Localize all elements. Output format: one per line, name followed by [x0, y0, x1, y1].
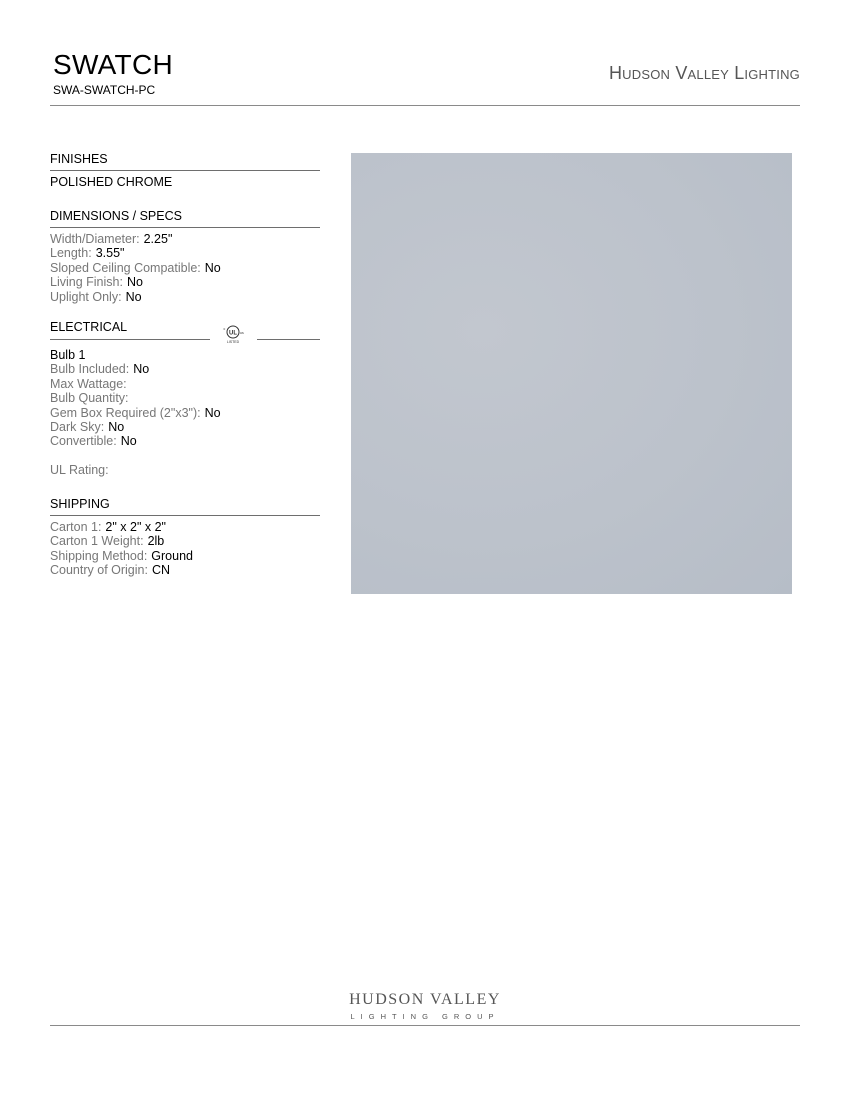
spec-label: Bulb Included: [50, 362, 130, 377]
spec-label: Width/Diameter: [50, 232, 140, 246]
spec-label: Max Wattage: [50, 376, 127, 391]
spec-label: Carton 1: [50, 519, 102, 534]
ul-rating-label: UL Rating: [50, 462, 109, 477]
spec-value: 2.25" [143, 232, 173, 246]
spec-value: 2lb [147, 534, 165, 549]
spec-row [50, 434, 320, 448]
product-title: SWATCH [53, 49, 174, 80]
spec-row [50, 534, 320, 548]
spec-value: No [204, 260, 221, 275]
brand-logo: Hudson Valley Lighting [608, 63, 800, 83]
finish-value: POLISHED CHROME [50, 175, 173, 189]
spec-value: No [126, 275, 143, 290]
product-sku: SWA-SWATCH-PC [53, 83, 156, 97]
footer-logo [0, 991, 850, 1021]
spec-label: Gem Box Required (2"x3"): [50, 405, 201, 420]
spec-row [50, 290, 320, 304]
footer-divider [50, 1025, 800, 1026]
spec-row [50, 246, 320, 260]
shipping-list [50, 520, 320, 578]
electrical-list [50, 362, 320, 448]
spec-label: Convertible: [50, 434, 117, 449]
header-divider [50, 105, 800, 106]
shipping-heading: SHIPPING [50, 497, 320, 516]
spec-column [50, 152, 320, 578]
spec-row [50, 391, 320, 405]
spec-label: Length: [50, 246, 92, 261]
spec-row [50, 549, 320, 563]
spec-label: Sloped Ceiling Compatible: [50, 260, 201, 275]
spec-row [50, 232, 320, 246]
spec-row [50, 563, 320, 577]
spec-value: No [108, 420, 125, 435]
spec-row [50, 377, 320, 391]
bulb-title: Bulb 1 [50, 348, 86, 363]
spec-value: No [133, 362, 150, 377]
spec-value: No [120, 434, 137, 449]
spec-label: Carton 1 Weight: [50, 534, 144, 549]
finishes-heading: FINISHES [50, 152, 320, 171]
spec-label: Uplight Only: [50, 289, 122, 304]
spec-value: 2" x 2" x 2" [105, 519, 166, 534]
electrical-rule-right [257, 339, 320, 340]
spec-value: No [204, 405, 221, 420]
spec-label: Bulb Quantity: [50, 391, 129, 406]
spec-row [50, 275, 320, 289]
spec-row [50, 520, 320, 534]
spec-row [50, 261, 320, 275]
spec-value: Ground [151, 548, 193, 563]
footer-logo-line2: LIGHTING GROUP [350, 1012, 500, 1021]
spec-label: Living Finish: [50, 275, 123, 290]
electrical-heading: ELECTRICAL [50, 320, 128, 335]
footer-logo-line1: HUDSON VALLEY [349, 991, 501, 1008]
spec-label: Dark Sky: [50, 420, 105, 435]
electrical-rule-left [50, 339, 210, 340]
ul-listed-icon [221, 324, 245, 344]
svg-text:UL: UL [229, 330, 237, 337]
svg-text:LISTED: LISTED [226, 340, 240, 345]
dimensions-heading: DIMENSIONS / SPECS [50, 209, 320, 228]
spec-row [50, 406, 320, 420]
spec-label: Shipping Method: [50, 548, 148, 563]
dimensions-list [50, 232, 320, 304]
svg-text:c: c [223, 327, 226, 332]
spec-value: CN [151, 563, 171, 578]
spec-label: Country of Origin: [50, 563, 148, 578]
finish-swatch-image [351, 153, 792, 594]
svg-text:us: us [240, 331, 244, 336]
spec-value: 3.55" [95, 246, 125, 261]
spec-row [50, 362, 320, 376]
spec-value: No [125, 289, 142, 304]
spec-row [50, 420, 320, 434]
electrical-heading-row [50, 320, 320, 345]
